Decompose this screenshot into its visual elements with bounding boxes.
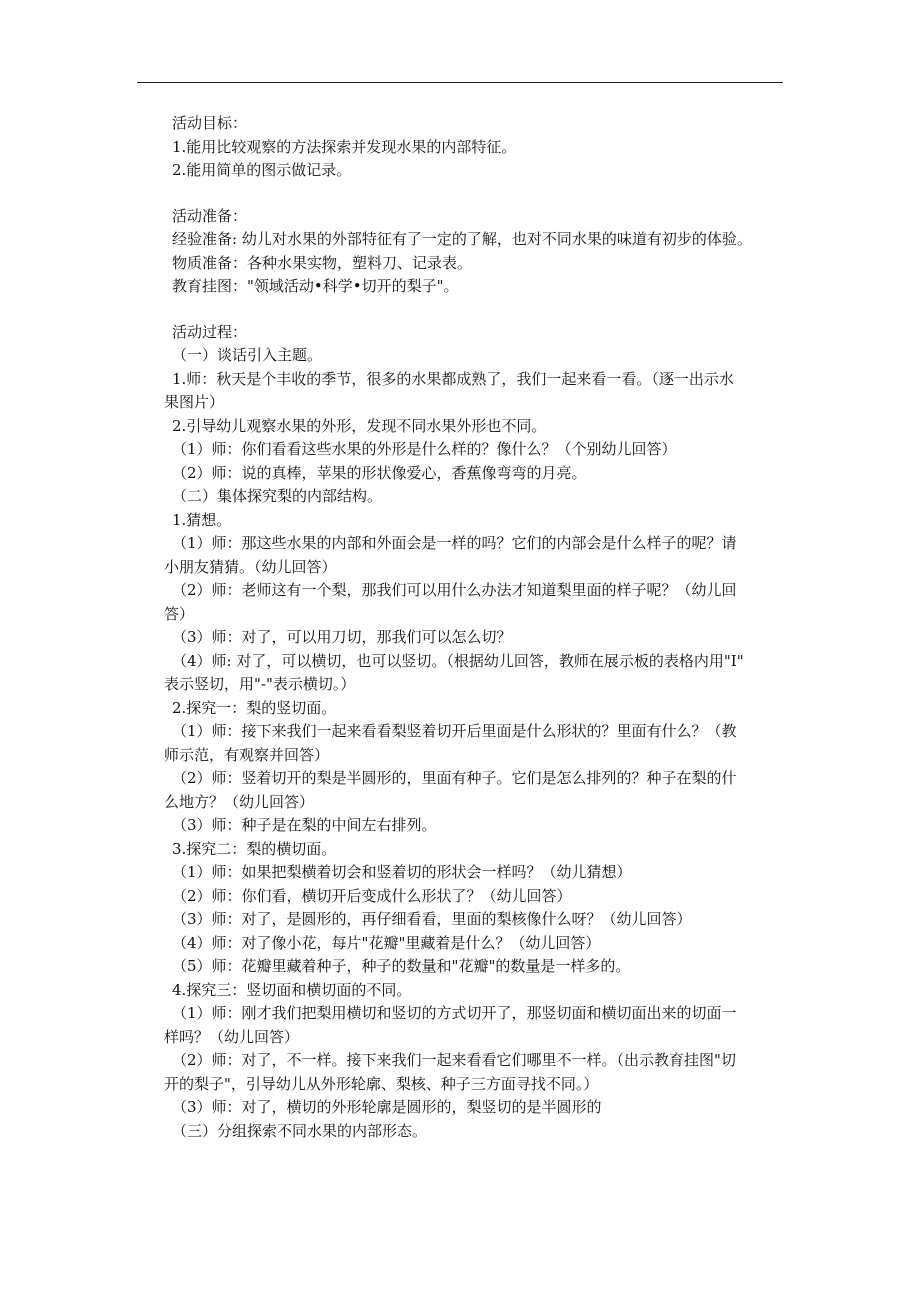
- process-line: （三）分组探索不同水果的内部形态。: [172, 1121, 428, 1140]
- process-line: （一）谈话引入主题。: [172, 346, 323, 364]
- process-line: （1）师：你们看看这些水果的外形是什么样的？像什么？（个别幼儿回答）: [172, 440, 677, 458]
- prep-item: 教育挂图："领域活动•科学•切开的梨子"。: [172, 277, 459, 295]
- process-line-continuation: 开的梨子"，引导幼儿从外形轮廓、梨核、种子三方面寻找不同。）: [164, 1074, 599, 1093]
- goal-item: 2.能用简单的图示做记录。: [172, 161, 352, 179]
- process-line: （2）师：对了，不一样。接下来我们一起来看看它们哪里不一样。（出示教育挂图"切: [172, 1051, 736, 1069]
- process-line: （3）师：对了，是圆形的，再仔细看看，里面的梨核像什么呀？（幼儿回答）: [172, 910, 692, 928]
- document-body: [164, 112, 784, 1143]
- process-line: （1）师：接下来我们一起来看看梨竖着切开后里面是什么形状的？里面有什么？（教: [172, 722, 737, 740]
- process-line-continuation: 答）: [164, 604, 195, 623]
- process-line: （3）师：对了，可以用刀切，那我们可以怎么切？: [172, 628, 512, 646]
- process-line: （1）师：刚才我们把梨用横切和竖切的方式切开了，那竖切面和横切面出来的切面一: [172, 1004, 737, 1022]
- process-line: （4）师：对了像小花，每片"花瓣"里藏着是什么？（幼儿回答）: [172, 933, 601, 952]
- goal-item: 1.能用比较观察的方法探索并发现水果的内部特征。: [172, 137, 517, 156]
- process-lines: [164, 344, 784, 1143]
- process-line: （2）师：你们看，横切开后变成什么形状了？（幼儿回答）: [172, 886, 572, 905]
- process-line: 1.师：秋天是个丰收的季节，很多的水果都成熟了，我们一起来看一看。（逐一出示水: [172, 369, 734, 388]
- process-line: 2.引导幼儿观察水果的外形，发现不同水果外形也不同。: [172, 416, 547, 435]
- process-line: （2）师：老师这有一个梨，那我们可以用什么办法才知道梨里面的样子呢？（幼儿回: [172, 581, 737, 599]
- goals-heading: 活动目标：: [172, 114, 248, 132]
- prep-heading: 活动准备：: [172, 206, 248, 225]
- process-line: （5）师：花瓣里藏着种子，种子的数量和"花瓣"的数量是一样多的。: [172, 957, 631, 975]
- process-heading: 活动过程：: [172, 322, 248, 341]
- process-line-continuation: 小朋友猜猜。（幼儿回答）: [164, 557, 337, 576]
- process-line: （3）师：对了，横切的外形轮廓是圆形的，梨竖切的是半圆形的: [172, 1098, 602, 1116]
- process-line-continuation: 表示竖切，用"-"表示横切。）: [164, 675, 356, 693]
- process-line: 2.探究一：梨的竖切面。: [172, 698, 337, 717]
- process-line: （4）师: 对了，可以横切，也可以竖切。（根据幼儿回答，教师在展示板的表格内用"I": [172, 651, 744, 670]
- process-line: 1.猜想。: [172, 510, 232, 529]
- process-line-continuation: 果图片）: [164, 393, 225, 411]
- process-line-continuation: 样吗？（幼儿回答）: [164, 1027, 300, 1046]
- process-line: （2）师：竖着切开的梨是半圆形的，里面有种子。它们是怎么排列的？种子在梨的什: [172, 769, 737, 787]
- process-line: （3）师：种子是在梨的中间左右排列。: [172, 816, 437, 834]
- process-line-continuation: 师示范，有观察并回答）: [164, 745, 330, 764]
- process-line-continuation: 么地方？（幼儿回答）: [164, 792, 315, 811]
- process-line: （二）集体探究梨的内部结构。: [172, 487, 383, 505]
- process-line: （1）师：如果把梨横着切会和竖着切的形状会一样吗？（幼儿猜想）: [172, 863, 632, 881]
- prep-item: 物质准备：各种水果实物，塑料刀、记录表。: [172, 253, 473, 272]
- header-rule: [137, 82, 783, 83]
- prep-item: 经验准备: 幼儿对水果的外部特征有了一定的了解，也对不同水果的味道有初步的体验。: [172, 230, 752, 248]
- process-line: （1）师：那这些水果的内部和外面会是一样的吗？它们的内部会是什么样子的呢？请: [172, 534, 737, 552]
- process-line: 4.探究三：竖切面和横切面的不同。: [172, 980, 412, 999]
- process-line: （2）师：说的真棒，苹果的形状像爱心，香蕉像弯弯的月亮。: [172, 463, 587, 482]
- process-line: 3.探究二：梨的横切面。: [172, 839, 337, 858]
